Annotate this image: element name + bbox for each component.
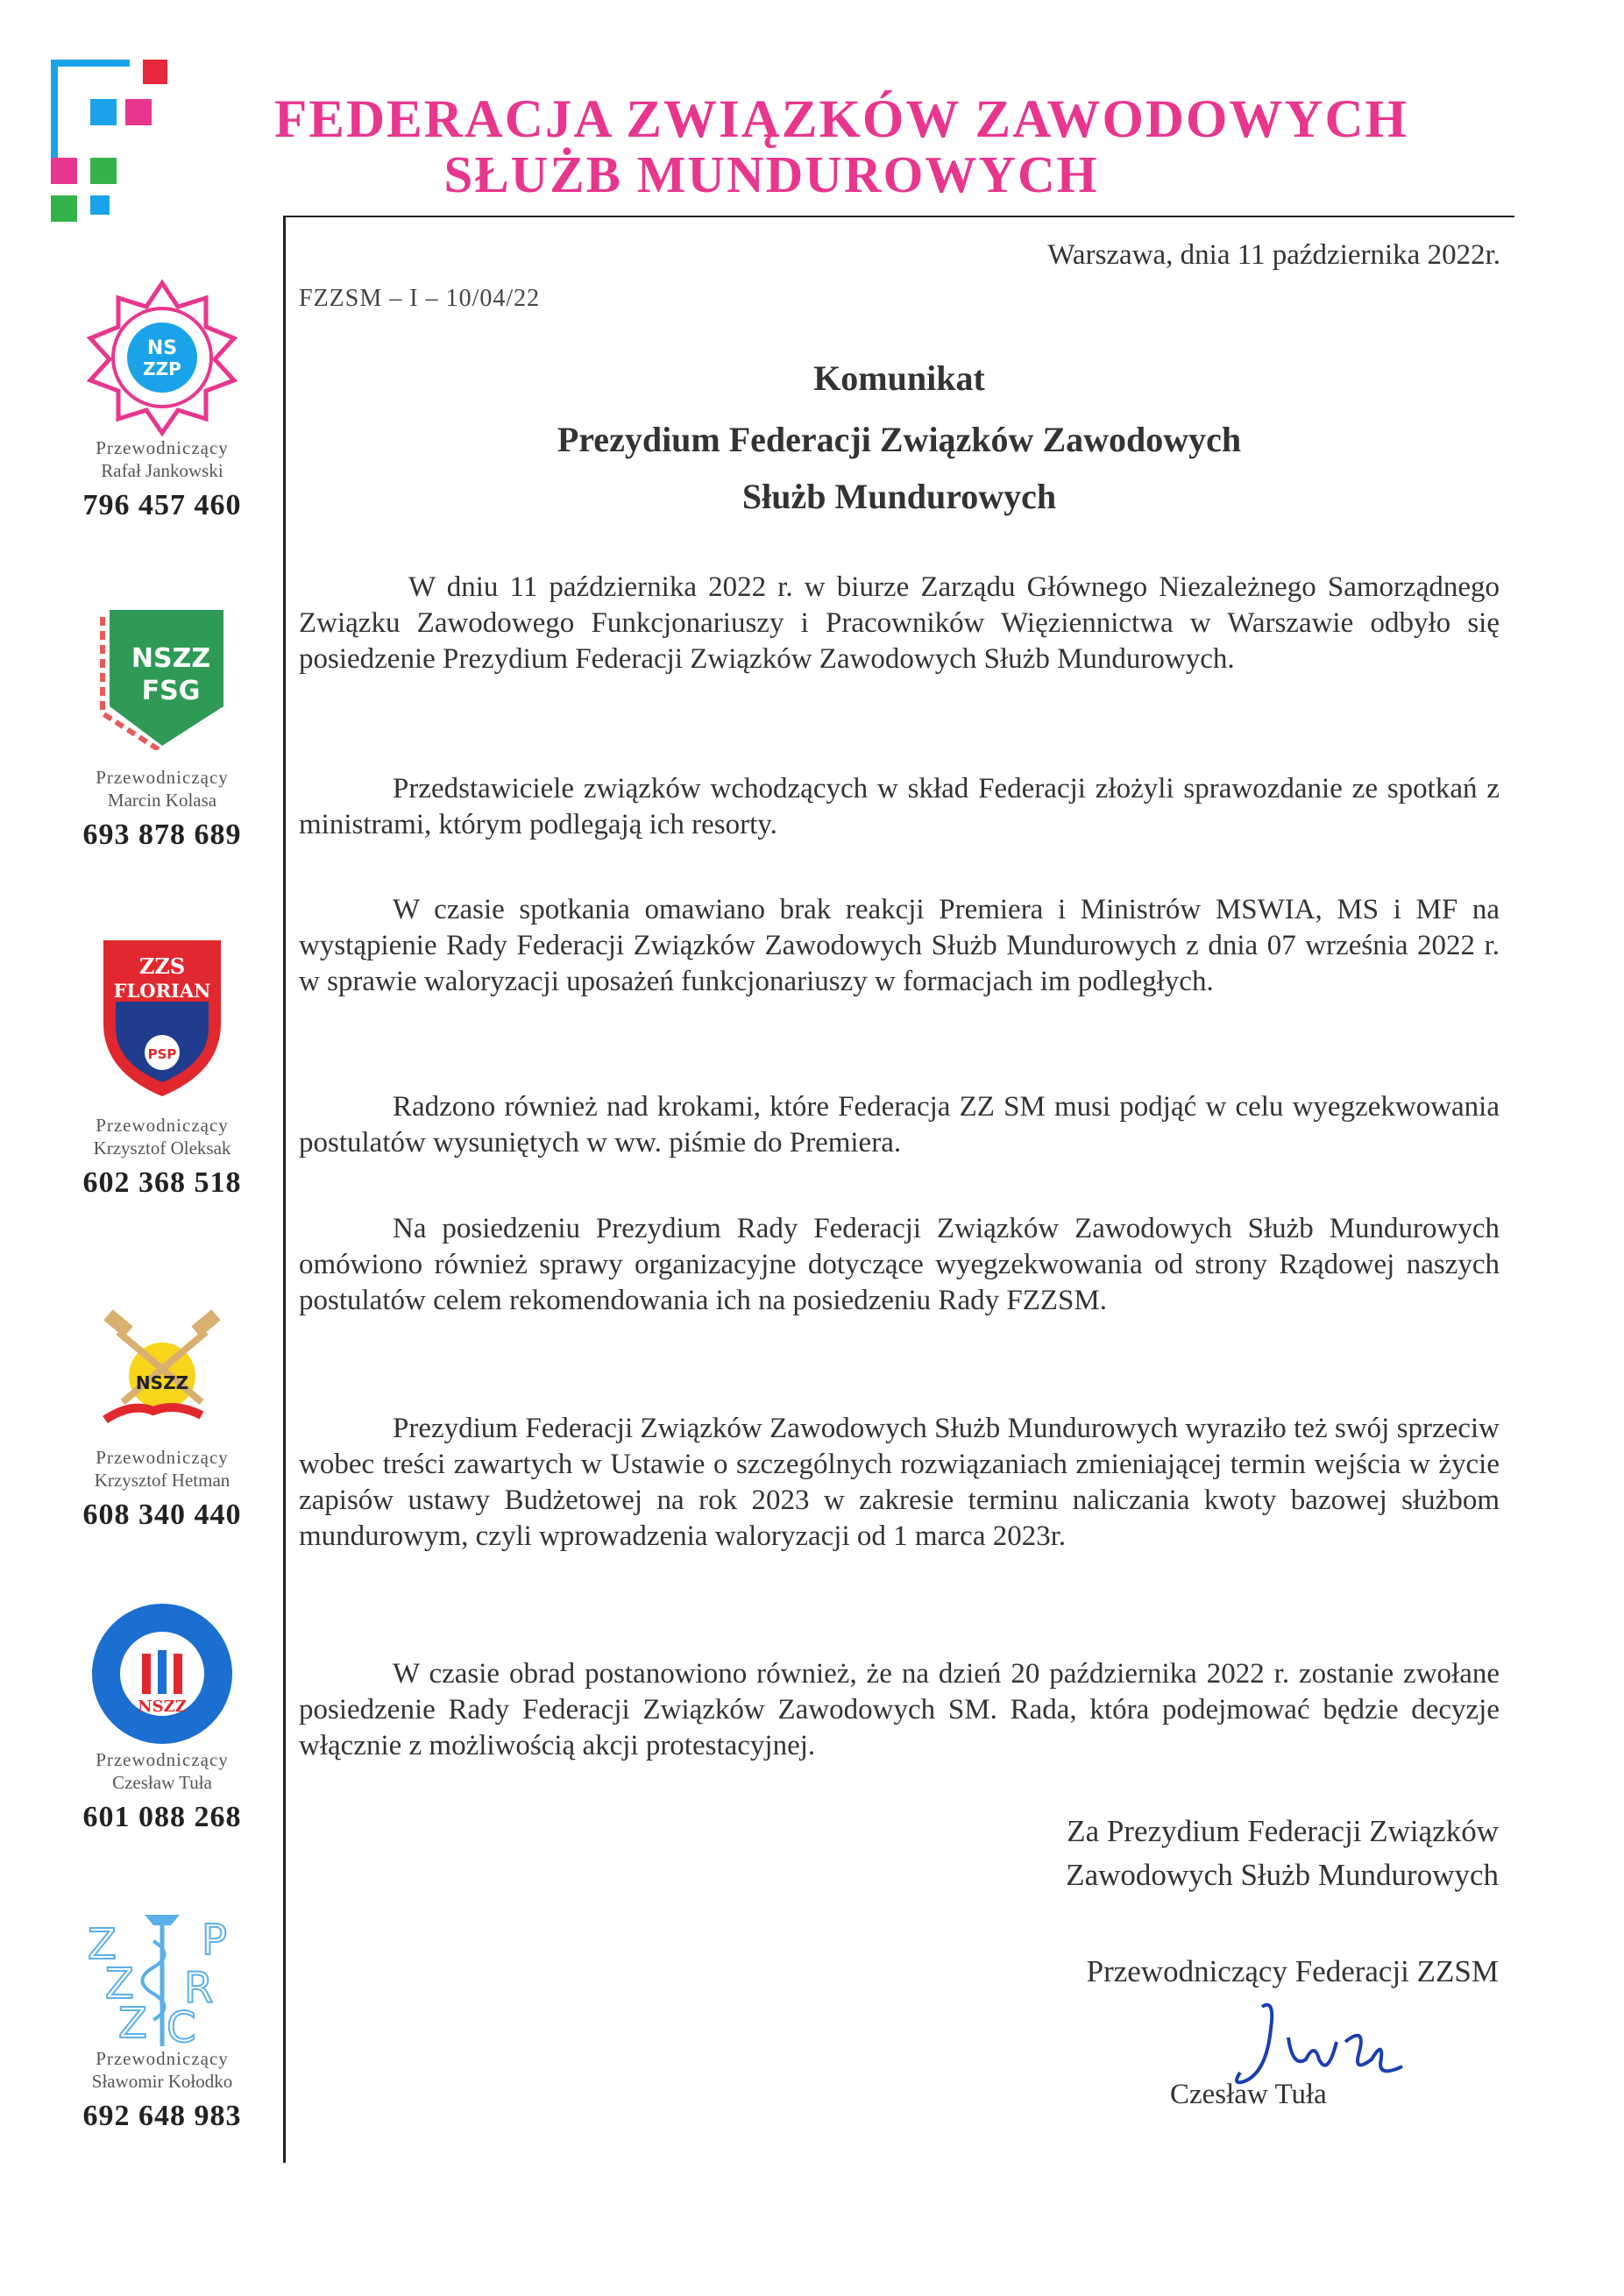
body-paragraph: W czasie obrad postanowiono również, że na dzień 20 października 2022 r. zostanie zwołane posiedzenie Rady Federacji Związków Zawodowych SM. Rada, która podejmować będzie decyzje włącznie z możliwością akcji protestacyjnej. xyxy=(299,1658,1500,1761)
member-phone: 796 457 460 xyxy=(82,489,242,521)
header-title-line2: SŁUŻB MUNDUROWYCH xyxy=(443,145,1099,203)
svg-text:NS: NS xyxy=(146,337,178,359)
nszzp-logo xyxy=(83,279,241,436)
sidebar-member-1 xyxy=(53,279,272,522)
sidebar-member-3 xyxy=(53,932,272,1200)
body-paragraph: W dniu 11 października 2022 r. w biurze Zarządu Głównego Niezależnego Samorządnego Związku Zawodowego Funkcjonariuszy i Pracowników Więziennictwa w Warszawie odbyło się posiedzenie Prezydium Federacji Związków Zawodowych Służb Mundurowych. xyxy=(299,571,1500,675)
svg-text:R: R xyxy=(184,1964,214,2013)
svg-text:Z: Z xyxy=(118,1999,147,2048)
svg-text:Z: Z xyxy=(88,1920,117,1969)
sidebar-member-2 xyxy=(53,601,272,852)
header-title-line1: FEDERACJA ZWIĄZKÓW ZAWODOWYCH xyxy=(274,90,1408,149)
nszz-wieziennictwa-logo xyxy=(79,1599,245,1748)
nszz-pozarnictwa-logo xyxy=(70,1297,254,1446)
member-role: Przewodniczący xyxy=(96,2048,229,2069)
svg-text:ZZP: ZZP xyxy=(143,358,181,379)
federation-logo xyxy=(51,60,182,222)
document-subtitle-line2: Służb Mundurowych xyxy=(741,477,1057,516)
nszz-fsg-logo xyxy=(92,601,232,750)
svg-text:FSG: FSG xyxy=(141,676,201,706)
sidebar-divider xyxy=(283,216,286,2163)
body-paragraph: Radzono również nad krokami, które Federacja ZZ SM musi podjąć w celu wyegzekwowania postulatów wysuniętych w ww. piśmie do Premiera. xyxy=(299,1091,1500,1159)
svg-text:PSP: PSP xyxy=(147,1046,177,1062)
member-phone: 693 878 689 xyxy=(82,818,242,851)
svg-text:P: P xyxy=(202,1916,227,1965)
date-line: Warszawa, dnia 11 października 2022r. xyxy=(1047,239,1500,271)
zzprzsc-logo xyxy=(70,1897,254,2051)
member-phone: 692 648 983 xyxy=(82,2100,242,2132)
svg-text:NSZZ: NSZZ xyxy=(135,1372,189,1393)
body-paragraph: Na posiedzeniu Prezydium Rady Federacji Związków Zawodowych Służb Mundurowych omówiono również sprawy organizacyjne dotyczące wyegzekwowania od strony Rządowej naszych postulatów celem rekomendowania ich na posiedzeniu Rady FZZSM. xyxy=(299,1213,1500,1316)
document-subtitle-line1: Prezydium Federacji Związków Zawodowych xyxy=(557,420,1242,459)
member-name: Czesław Tuła xyxy=(112,1772,212,1793)
member-phone: 602 368 518 xyxy=(82,1166,242,1199)
svg-text:C: C xyxy=(167,2003,196,2051)
signatory-name: Czesław Tuła xyxy=(1170,2079,1327,2110)
member-role: Przewodniczący xyxy=(96,437,229,458)
body-paragraph: Prezydium Federacji Związków Zawodowych Służb Mundurowych wyraziło też swój sprzeciw wobec treści zawartych w Ustawie o szczególnych rozwiązaniach zmieniającej termin wejścia w życie zapisów ustawy Budżetowej na rok 2023 w zakresie terminu naliczania kwoty bazowej służbom mundurowym, czyli wprowadzenia waloryzacji od 1 marca 2023r. xyxy=(299,1413,1500,1552)
member-name: Marcin Kolasa xyxy=(107,790,217,811)
reference-number: FZZSM – I – 10/04/22 xyxy=(299,285,541,312)
sidebar-member-6 xyxy=(53,1897,272,2133)
svg-text:Z: Z xyxy=(105,1959,134,2009)
body-paragraph: W czasie spotkania omawiano brak reakcji Premiera i Ministrów MSWIA, MS i MF na wystąpienie Rady Federacji Związków Zawodowych Służb Mundurowych z dnia 07 września 2022 r. w sprawie waloryzacji uposażeń funkcjonariuszy w formacjach im podległych. xyxy=(299,894,1500,997)
body-paragraph: Przedstawiciele związków wchodzących w skład Federacji złożyli sprawozdanie ze spotkań z ministrami, którym podlegają ich resorty. xyxy=(299,773,1500,840)
member-role: Przewodniczący xyxy=(96,1749,229,1770)
member-phone: 608 340 440 xyxy=(82,1499,242,1531)
member-name: Krzysztof Oleksak xyxy=(93,1137,231,1159)
member-role: Przewodniczący xyxy=(96,1115,229,1136)
zzs-florian-logo xyxy=(96,932,228,1098)
closing-line1: Za Prezydium Federacji Związków xyxy=(1067,1814,1499,1848)
svg-text:NSZZ: NSZZ xyxy=(131,643,211,674)
sidebar-member-4 xyxy=(53,1297,272,1532)
member-name: Rafał Jankowski xyxy=(101,460,223,481)
signatory-title: Przewodniczący Federacji ZZSM xyxy=(1086,1954,1499,1988)
closing-line2: Zawodowych Służb Mundurowych xyxy=(1066,1858,1499,1892)
svg-text:ZZS: ZZS xyxy=(138,953,186,979)
member-role: Przewodniczący xyxy=(96,767,229,788)
svg-text:FLORIAN: FLORIAN xyxy=(113,980,211,1002)
member-name: Krzysztof Hetman xyxy=(94,1470,230,1491)
member-phone: 601 088 268 xyxy=(82,1801,242,1833)
svg-text:NSZZ: NSZZ xyxy=(138,1697,187,1716)
member-role: Przewodniczący xyxy=(96,1447,229,1468)
header-divider xyxy=(283,216,1514,217)
member-name: Sławomir Kołodko xyxy=(91,2071,233,2092)
document-title: Komunikat xyxy=(813,358,985,398)
sidebar-member-5 xyxy=(53,1599,272,1834)
